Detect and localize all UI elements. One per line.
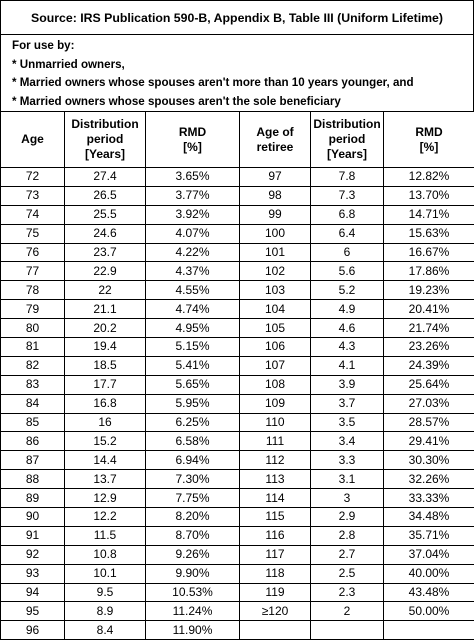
cell-age-of-retiree: 111 xyxy=(240,432,311,451)
cell-age: 88 xyxy=(1,470,65,489)
cell-rmd-2: 23.26% xyxy=(384,338,474,357)
cell-age-of-retiree: 101 xyxy=(240,243,311,262)
table-row xyxy=(1,545,474,564)
cell-rmd-2: 28.57% xyxy=(384,413,474,432)
header-rmd: RMD [%] xyxy=(146,112,240,168)
cell-distribution-period-2: 3 xyxy=(311,489,384,508)
cell-distribution-period: 11.5 xyxy=(65,526,146,545)
cell-age-of-retiree: 113 xyxy=(240,470,311,489)
cell-rmd: 6.25% xyxy=(146,413,240,432)
table-row xyxy=(1,470,474,489)
cell-distribution-period-2: 4.6 xyxy=(311,319,384,338)
cell-age-of-retiree: 103 xyxy=(240,281,311,300)
cell-rmd-2 xyxy=(384,621,474,640)
cell-rmd-2: 30.30% xyxy=(384,451,474,470)
cell-rmd: 5.41% xyxy=(146,356,240,375)
table-row xyxy=(1,319,474,338)
cell-age-of-retiree: 102 xyxy=(240,262,311,281)
cell-rmd: 4.55% xyxy=(146,281,240,300)
cell-age-of-retiree: 112 xyxy=(240,451,311,470)
cell-distribution-period-2: 3.9 xyxy=(311,375,384,394)
table-row xyxy=(1,356,474,375)
cell-distribution-period-2: 6.8 xyxy=(311,205,384,224)
cell-distribution-period: 27.4 xyxy=(65,168,146,187)
cell-distribution-period: 9.5 xyxy=(65,583,146,602)
table-row xyxy=(1,526,474,545)
cell-age: 84 xyxy=(1,394,65,413)
cell-age: 75 xyxy=(1,224,65,243)
cell-age-of-retiree: 98 xyxy=(240,186,311,205)
cell-age: 83 xyxy=(1,375,65,394)
cell-distribution-period: 16.8 xyxy=(65,394,146,413)
cell-distribution-period: 8.9 xyxy=(65,602,146,621)
cell-distribution-period-2: 7.8 xyxy=(311,168,384,187)
cell-age-of-retiree: 115 xyxy=(240,508,311,527)
cell-age: 85 xyxy=(1,413,65,432)
cell-rmd-2: 35.71% xyxy=(384,526,474,545)
cell-distribution-period-2: 2.7 xyxy=(311,545,384,564)
cell-rmd: 4.95% xyxy=(146,319,240,338)
cell-distribution-period: 14.4 xyxy=(65,451,146,470)
cell-distribution-period-2 xyxy=(311,621,384,640)
cell-age-of-retiree: 105 xyxy=(240,319,311,338)
cell-distribution-period: 26.5 xyxy=(65,186,146,205)
cell-rmd: 5.95% xyxy=(146,394,240,413)
table-row xyxy=(1,186,474,205)
cell-age: 94 xyxy=(1,583,65,602)
header-distribution-period: Distribution period [Years] xyxy=(65,112,146,168)
cell-distribution-period: 21.1 xyxy=(65,300,146,319)
cell-rmd-2: 16.67% xyxy=(384,243,474,262)
table-row xyxy=(1,432,474,451)
cell-age: 89 xyxy=(1,489,65,508)
cell-age-of-retiree: 119 xyxy=(240,583,311,602)
cell-distribution-period-2: 3.7 xyxy=(311,394,384,413)
cell-age: 76 xyxy=(1,243,65,262)
cell-distribution-period-2: 3.4 xyxy=(311,432,384,451)
cell-rmd: 4.07% xyxy=(146,224,240,243)
cell-rmd-2: 17.86% xyxy=(384,262,474,281)
table-row xyxy=(1,583,474,602)
cell-rmd: 10.53% xyxy=(146,583,240,602)
table-row xyxy=(1,243,474,262)
cell-rmd: 4.22% xyxy=(146,243,240,262)
cell-distribution-period-2: 6.4 xyxy=(311,224,384,243)
cell-rmd: 3.65% xyxy=(146,168,240,187)
cell-age: 90 xyxy=(1,508,65,527)
table-row xyxy=(1,205,474,224)
cell-distribution-period-2: 2.9 xyxy=(311,508,384,527)
cell-distribution-period-2: 2 xyxy=(311,602,384,621)
cell-age: 77 xyxy=(1,262,65,281)
cell-rmd-2: 14.71% xyxy=(384,205,474,224)
cell-age-of-retiree: 117 xyxy=(240,545,311,564)
cell-rmd: 7.30% xyxy=(146,470,240,489)
cell-rmd: 6.58% xyxy=(146,432,240,451)
cell-age: 81 xyxy=(1,338,65,357)
cell-distribution-period-2: 3.1 xyxy=(311,470,384,489)
usage-notes xyxy=(0,34,474,111)
cell-distribution-period-2: 2.5 xyxy=(311,564,384,583)
cell-rmd-2: 19.23% xyxy=(384,281,474,300)
note-line: * Unmarried owners, xyxy=(12,56,473,75)
cell-distribution-period-2: 2.3 xyxy=(311,583,384,602)
cell-distribution-period: 22.9 xyxy=(65,262,146,281)
cell-rmd: 5.15% xyxy=(146,338,240,357)
cell-age-of-retiree: 99 xyxy=(240,205,311,224)
cell-age-of-retiree: 108 xyxy=(240,375,311,394)
cell-distribution-period-2: 3.5 xyxy=(311,413,384,432)
cell-age: 78 xyxy=(1,281,65,300)
rmd-table xyxy=(0,111,474,640)
cell-distribution-period-2: 5.2 xyxy=(311,281,384,300)
table-row xyxy=(1,489,474,508)
cell-distribution-period: 16 xyxy=(65,413,146,432)
cell-rmd-2: 27.03% xyxy=(384,394,474,413)
table-row xyxy=(1,168,474,187)
cell-rmd: 11.90% xyxy=(146,621,240,640)
cell-rmd-2: 21.74% xyxy=(384,319,474,338)
table-body xyxy=(1,168,474,640)
cell-age-of-retiree: 116 xyxy=(240,526,311,545)
cell-distribution-period-2: 4.3 xyxy=(311,338,384,357)
cell-age-of-retiree: ≥120 xyxy=(240,602,311,621)
cell-distribution-period-2: 5.6 xyxy=(311,262,384,281)
cell-rmd-2: 15.63% xyxy=(384,224,474,243)
cell-age-of-retiree: 97 xyxy=(240,168,311,187)
cell-rmd: 11.24% xyxy=(146,602,240,621)
table-header-row xyxy=(1,112,474,168)
cell-distribution-period-2: 2.8 xyxy=(311,526,384,545)
header-age: Age xyxy=(1,112,65,168)
cell-distribution-period: 25.5 xyxy=(65,205,146,224)
source-title: Source: IRS Publication 590-B, Appendix B, Table III (Uniform Lifetime) xyxy=(0,0,474,34)
cell-distribution-period: 23.7 xyxy=(65,243,146,262)
cell-distribution-period: 18.5 xyxy=(65,356,146,375)
cell-rmd: 8.20% xyxy=(146,508,240,527)
cell-rmd-2: 34.48% xyxy=(384,508,474,527)
table-row xyxy=(1,508,474,527)
table-row xyxy=(1,451,474,470)
table-row xyxy=(1,413,474,432)
table-row xyxy=(1,621,474,640)
cell-distribution-period-2: 4.9 xyxy=(311,300,384,319)
cell-distribution-period-2: 3.3 xyxy=(311,451,384,470)
cell-rmd: 9.90% xyxy=(146,564,240,583)
cell-rmd-2: 43.48% xyxy=(384,583,474,602)
cell-distribution-period-2: 6 xyxy=(311,243,384,262)
cell-age-of-retiree: 100 xyxy=(240,224,311,243)
cell-rmd: 4.74% xyxy=(146,300,240,319)
cell-age-of-retiree: 107 xyxy=(240,356,311,375)
cell-rmd-2: 33.33% xyxy=(384,489,474,508)
header-rmd-2: RMD [%] xyxy=(384,112,474,168)
cell-age: 92 xyxy=(1,545,65,564)
cell-rmd: 6.94% xyxy=(146,451,240,470)
table-row xyxy=(1,262,474,281)
cell-rmd-2: 40.00% xyxy=(384,564,474,583)
cell-age-of-retiree: 104 xyxy=(240,300,311,319)
cell-age-of-retiree: 110 xyxy=(240,413,311,432)
cell-rmd: 4.37% xyxy=(146,262,240,281)
cell-age: 91 xyxy=(1,526,65,545)
cell-rmd-2: 20.41% xyxy=(384,300,474,319)
cell-age: 79 xyxy=(1,300,65,319)
cell-age: 80 xyxy=(1,319,65,338)
header-distribution-period-2: Distribution period [Years] xyxy=(311,112,384,168)
cell-rmd: 9.26% xyxy=(146,545,240,564)
cell-distribution-period: 24.6 xyxy=(65,224,146,243)
note-line: * Married owners whose spouses aren't the sole beneficiary xyxy=(12,93,473,112)
cell-distribution-period: 15.2 xyxy=(65,432,146,451)
cell-age: 82 xyxy=(1,356,65,375)
cell-age-of-retiree: 109 xyxy=(240,394,311,413)
table-row xyxy=(1,394,474,413)
table-row xyxy=(1,338,474,357)
cell-rmd-2: 24.39% xyxy=(384,356,474,375)
cell-rmd-2: 25.64% xyxy=(384,375,474,394)
cell-distribution-period: 10.1 xyxy=(65,564,146,583)
cell-age: 96 xyxy=(1,621,65,640)
table-row xyxy=(1,375,474,394)
cell-age-of-retiree: 106 xyxy=(240,338,311,357)
cell-age: 72 xyxy=(1,168,65,187)
cell-rmd: 8.70% xyxy=(146,526,240,545)
table-row xyxy=(1,300,474,319)
note-line: * Married owners whose spouses aren't more than 10 years younger, and xyxy=(12,74,473,93)
cell-rmd-2: 50.00% xyxy=(384,602,474,621)
cell-age: 73 xyxy=(1,186,65,205)
table-row xyxy=(1,281,474,300)
cell-age: 93 xyxy=(1,564,65,583)
note-line: For use by: xyxy=(12,37,473,56)
cell-distribution-period: 22 xyxy=(65,281,146,300)
table-row xyxy=(1,224,474,243)
cell-age-of-retiree xyxy=(240,621,311,640)
cell-rmd-2: 37.04% xyxy=(384,545,474,564)
header-age-of-retiree: Age of retiree xyxy=(240,112,311,168)
cell-rmd-2: 13.70% xyxy=(384,186,474,205)
cell-age: 95 xyxy=(1,602,65,621)
cell-rmd: 5.65% xyxy=(146,375,240,394)
cell-distribution-period: 10.8 xyxy=(65,545,146,564)
table-row xyxy=(1,564,474,583)
cell-distribution-period: 13.7 xyxy=(65,470,146,489)
cell-age: 74 xyxy=(1,205,65,224)
cell-distribution-period: 12.9 xyxy=(65,489,146,508)
cell-rmd-2: 12.82% xyxy=(384,168,474,187)
cell-age-of-retiree: 118 xyxy=(240,564,311,583)
cell-distribution-period: 19.4 xyxy=(65,338,146,357)
cell-rmd: 3.92% xyxy=(146,205,240,224)
cell-rmd: 3.77% xyxy=(146,186,240,205)
cell-distribution-period: 8.4 xyxy=(65,621,146,640)
table-row xyxy=(1,602,474,621)
cell-age: 86 xyxy=(1,432,65,451)
cell-age: 87 xyxy=(1,451,65,470)
cell-age-of-retiree: 114 xyxy=(240,489,311,508)
cell-distribution-period: 20.2 xyxy=(65,319,146,338)
cell-distribution-period-2: 7.3 xyxy=(311,186,384,205)
cell-rmd-2: 32.26% xyxy=(384,470,474,489)
cell-distribution-period: 17.7 xyxy=(65,375,146,394)
cell-distribution-period: 12.2 xyxy=(65,508,146,527)
cell-rmd: 7.75% xyxy=(146,489,240,508)
cell-distribution-period-2: 4.1 xyxy=(311,356,384,375)
cell-rmd-2: 29.41% xyxy=(384,432,474,451)
